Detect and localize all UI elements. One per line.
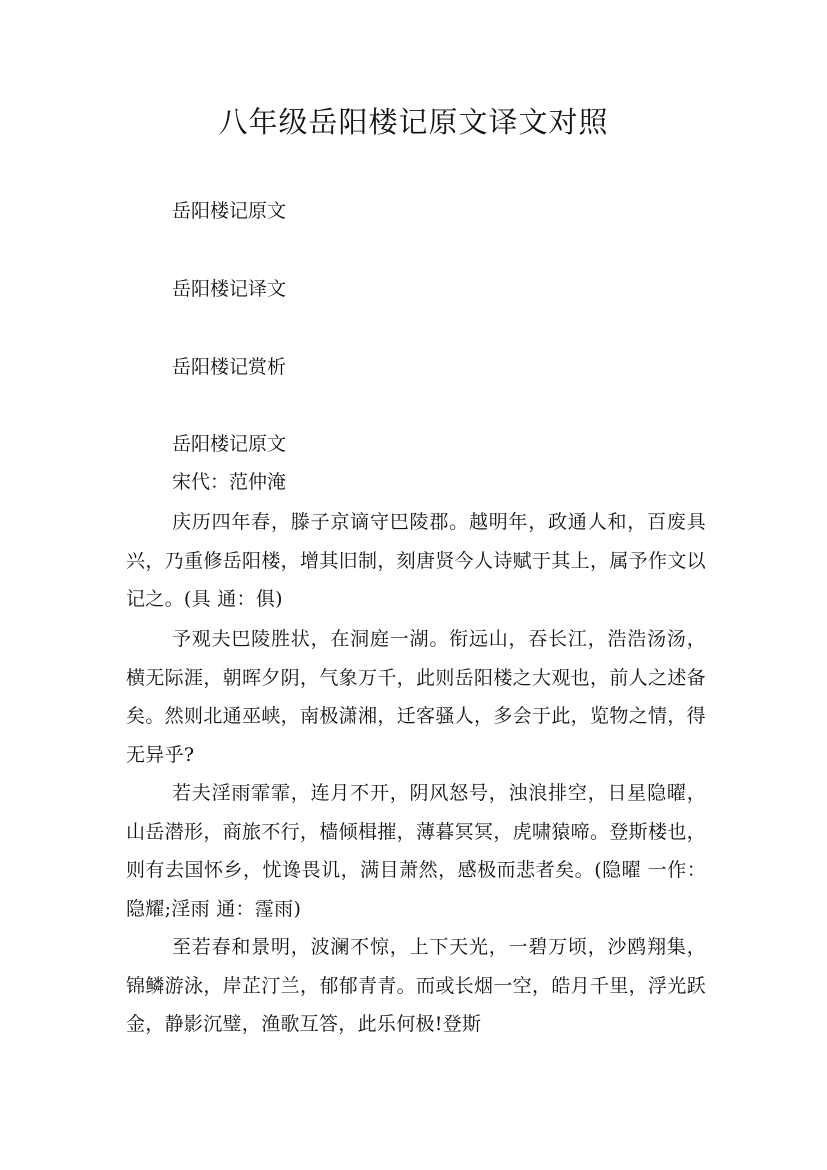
toc-item-translation: 岳阳楼记译文 bbox=[172, 278, 287, 300]
paragraph-2: 予观夫巴陵胜状，在洞庭一湖。衔远山，吞长江，浩浩汤汤，横无际涯，朝晖夕阴，气象万千，此则岳阳楼之大观也，前人之述备矣。然则北通巫峡，南极潇湘，迁客骚人，多会于此，览物之情，得无异乎? bbox=[126, 628, 706, 766]
toc-item-original: 岳阳楼记原文 bbox=[172, 200, 287, 222]
author-line: 宋代：范仲淹 bbox=[172, 471, 287, 493]
paragraph-1: 庆历四年春，滕子京谪守巴陵郡。越明年，政通人和，百废具兴，乃重修岳阳楼，增其旧制，刻唐贤今人诗赋于其上，属予作文以记之。(具 通：俱) bbox=[126, 511, 706, 610]
paragraph-4: 至若春和景明，波澜不惊，上下天光，一碧万顷，沙鸥翔集，锦鳞游泳，岸芷汀兰，郁郁青青。而或长烟一空，皓月千里，浮光跃金，静影沉璧，渔歌互答，此乐何极!登斯 bbox=[126, 936, 706, 1035]
section-heading: 岳阳楼记原文 bbox=[172, 433, 287, 455]
document-title: 八年级岳阳楼记原文译文对照 bbox=[218, 105, 609, 139]
paragraph-3: 若夫淫雨霏霏，连月不开，阴风怒号，浊浪排空，日星隐曜，山岳潜形，商旅不行，樯倾楫摧，薄暮冥冥，虎啸猿啼。登斯楼也，则有去国怀乡，忧谗畏讥，满目萧然，感极而悲者矣。(隐曜 一作：隐耀;淫雨 通：霪雨) bbox=[126, 782, 706, 920]
toc-item-appreciation: 岳阳楼记赏析 bbox=[172, 356, 287, 378]
